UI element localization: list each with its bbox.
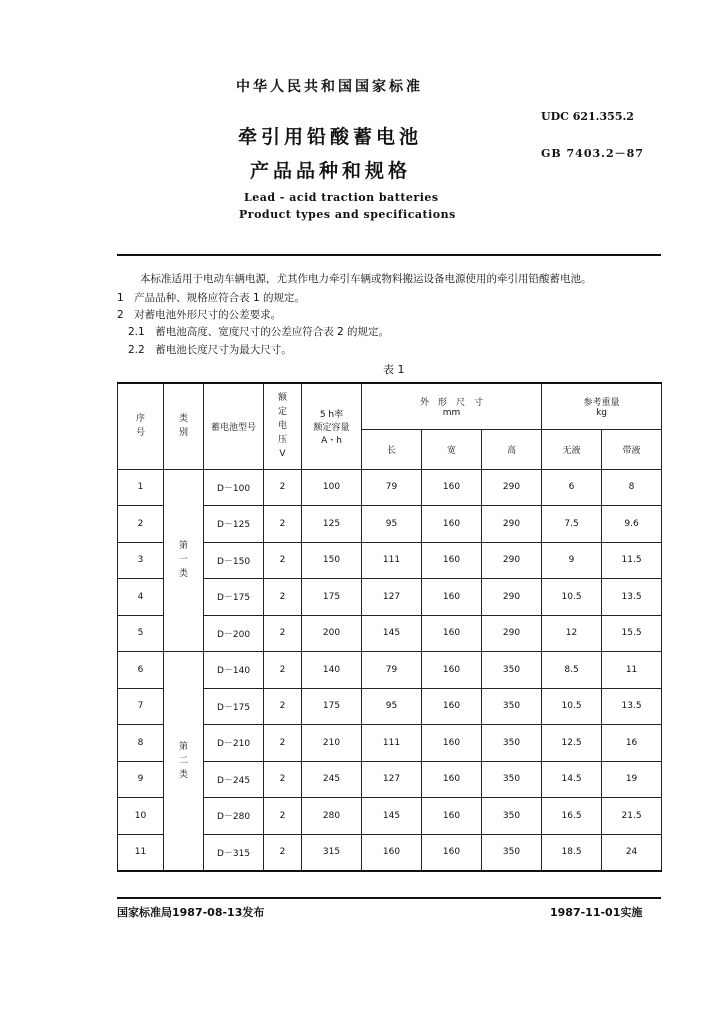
cell-wet-weight: 9.6 (602, 506, 662, 543)
cell-seq: 1 (118, 469, 164, 506)
cell-wet-weight: 8 (602, 469, 662, 506)
cell-capacity: 200 (302, 615, 362, 652)
cell-wet-weight: 11.5 (602, 542, 662, 579)
cell-height: 350 (482, 834, 542, 871)
clause-2-1: 2.1 蓄电池高度、宽度尺寸的公差应符合表 2 的规定。 (128, 326, 390, 338)
cell-model: D－150 (204, 542, 264, 579)
cell-dry-weight: 12.5 (542, 725, 602, 762)
cell-length: 79 (362, 652, 422, 689)
cell-height: 290 (482, 615, 542, 652)
cell-capacity: 150 (302, 542, 362, 579)
cell-height: 290 (482, 579, 542, 616)
cell-voltage: 2 (264, 798, 302, 835)
cell-length: 111 (362, 542, 422, 579)
cell-width: 160 (422, 579, 482, 616)
clause-2: 2 对蓄电池外形尺寸的公差要求。 (117, 309, 282, 321)
cell-category: 第一类 (164, 469, 204, 652)
capacity-line3: A・h (321, 435, 342, 446)
cell-seq: 4 (118, 579, 164, 616)
title-en-line2: Product types and specifications (239, 208, 456, 221)
weight-label: 参考重量 (583, 397, 620, 408)
spec-table (117, 382, 662, 872)
cell-seq: 8 (118, 725, 164, 762)
cell-voltage: 2 (264, 506, 302, 543)
cell-width: 160 (422, 615, 482, 652)
cell-capacity: 280 (302, 798, 362, 835)
cell-capacity: 125 (302, 506, 362, 543)
header-dry-weight: 无液 (542, 429, 602, 469)
title-en-line1: Lead - acid traction batteries (244, 191, 439, 204)
header-rule (117, 254, 661, 256)
cell-voltage: 2 (264, 579, 302, 616)
cell-length: 79 (362, 469, 422, 506)
cell-model: D－210 (204, 725, 264, 762)
cell-width: 160 (422, 725, 482, 762)
cell-wet-weight: 21.5 (602, 798, 662, 835)
cell-dry-weight: 14.5 (542, 761, 602, 798)
cell-seq: 10 (118, 798, 164, 835)
cell-seq: 11 (118, 834, 164, 871)
cell-model: D－100 (204, 469, 264, 506)
cell-length: 127 (362, 579, 422, 616)
cell-dry-weight: 12 (542, 615, 602, 652)
cell-seq: 9 (118, 761, 164, 798)
cell-length: 127 (362, 761, 422, 798)
cell-wet-weight: 15.5 (602, 615, 662, 652)
header-capacity (302, 383, 362, 469)
capacity-line2: 额定容量 (313, 422, 350, 433)
cell-height: 290 (482, 506, 542, 543)
cell-width: 160 (422, 688, 482, 725)
cell-length: 95 (362, 506, 422, 543)
header-wet-weight: 带液 (602, 429, 662, 469)
cell-model: D－315 (204, 834, 264, 871)
cell-model: D－125 (204, 506, 264, 543)
cell-model: D－140 (204, 652, 264, 689)
cell-capacity: 140 (302, 652, 362, 689)
cell-length: 160 (362, 834, 422, 871)
cell-dry-weight: 6 (542, 469, 602, 506)
cell-dry-weight: 18.5 (542, 834, 602, 871)
cell-dry-weight: 16.5 (542, 798, 602, 835)
cell-voltage: 2 (264, 725, 302, 762)
cell-capacity: 175 (302, 688, 362, 725)
cell-length: 145 (362, 798, 422, 835)
cell-height: 350 (482, 725, 542, 762)
dims-unit: mm (442, 407, 461, 418)
footer-rule (117, 897, 661, 899)
cell-voltage: 2 (264, 615, 302, 652)
header-category: 类别 (164, 383, 204, 469)
standard-name: 中华人民共和国国家标准 (236, 79, 423, 95)
issue-date: 国家标准局1987-08-13发布 (117, 906, 265, 919)
cell-dry-weight: 10.5 (542, 579, 602, 616)
header-seq: 序号 (118, 383, 164, 469)
capacity-line1: 5 h率 (319, 409, 344, 420)
cell-length: 145 (362, 615, 422, 652)
cell-voltage: 2 (264, 688, 302, 725)
cell-wet-weight: 19 (602, 761, 662, 798)
cell-height: 350 (482, 761, 542, 798)
cell-width: 160 (422, 834, 482, 871)
cell-wet-weight: 24 (602, 834, 662, 871)
cell-height: 350 (482, 798, 542, 835)
header-weight (542, 383, 662, 429)
cell-seq: 5 (118, 615, 164, 652)
cell-model: D－280 (204, 798, 264, 835)
header-height: 高 (482, 429, 542, 469)
cell-wet-weight: 16 (602, 725, 662, 762)
cell-voltage: 2 (264, 542, 302, 579)
cell-height: 290 (482, 469, 542, 506)
cell-length: 95 (362, 688, 422, 725)
clause-2-2: 2.2 蓄电池长度尺寸为最大尺寸。 (128, 344, 292, 356)
cell-voltage: 2 (264, 834, 302, 871)
header-model: 蓄电池型号 (204, 383, 264, 469)
cell-model: D－200 (204, 615, 264, 652)
cell-dry-weight: 7.5 (542, 506, 602, 543)
effective-date: 1987-11-01实施 (550, 906, 643, 919)
cell-seq: 6 (118, 652, 164, 689)
table-row (118, 652, 662, 689)
cell-dry-weight: 10.5 (542, 688, 602, 725)
cell-model: D－245 (204, 761, 264, 798)
cell-wet-weight: 13.5 (602, 579, 662, 616)
cell-width: 160 (422, 798, 482, 835)
weight-unit: kg (596, 407, 607, 418)
header-voltage: 额定电压V (264, 383, 302, 469)
cell-seq: 2 (118, 506, 164, 543)
cell-capacity: 210 (302, 725, 362, 762)
title-cn-line2: 产品品种和规格 (250, 160, 412, 182)
cell-capacity: 315 (302, 834, 362, 871)
cell-capacity: 100 (302, 469, 362, 506)
cell-height: 350 (482, 652, 542, 689)
header-dimensions (362, 383, 542, 429)
table-caption: 表 1 (383, 363, 405, 376)
cell-dry-weight: 8.5 (542, 652, 602, 689)
cell-width: 160 (422, 542, 482, 579)
cell-wet-weight: 13.5 (602, 688, 662, 725)
cell-model: D－175 (204, 688, 264, 725)
header-length: 长 (362, 429, 422, 469)
cell-capacity: 245 (302, 761, 362, 798)
cell-width: 160 (422, 469, 482, 506)
udc-code: UDC 621.355.2 (541, 110, 634, 123)
cell-height: 350 (482, 688, 542, 725)
cell-seq: 7 (118, 688, 164, 725)
header-width: 宽 (422, 429, 482, 469)
cell-model: D－175 (204, 579, 264, 616)
intro-paragraph: 本标准适用于电动车辆电源，尤其作电力牵引车辆或物料搬运设备电源使用的牵引用铅酸蓄电池。 (140, 273, 592, 285)
table-row (118, 469, 662, 506)
cell-voltage: 2 (264, 652, 302, 689)
cell-length: 111 (362, 725, 422, 762)
title-cn-line1: 牵引用铅酸蓄电池 (238, 126, 423, 148)
dims-label: 外 形 尺 寸 (420, 397, 484, 408)
cell-width: 160 (422, 506, 482, 543)
cell-seq: 3 (118, 542, 164, 579)
cell-height: 290 (482, 542, 542, 579)
cell-dry-weight: 9 (542, 542, 602, 579)
cell-width: 160 (422, 652, 482, 689)
cell-voltage: 2 (264, 469, 302, 506)
gb-code: GB 7403.2－87 (541, 147, 644, 160)
cell-wet-weight: 11 (602, 652, 662, 689)
clause-1: 1 产品品种、规格应符合表 1 的规定。 (117, 292, 306, 304)
cell-category: 第二类 (164, 652, 204, 871)
cell-voltage: 2 (264, 761, 302, 798)
cell-width: 160 (422, 761, 482, 798)
cell-capacity: 175 (302, 579, 362, 616)
